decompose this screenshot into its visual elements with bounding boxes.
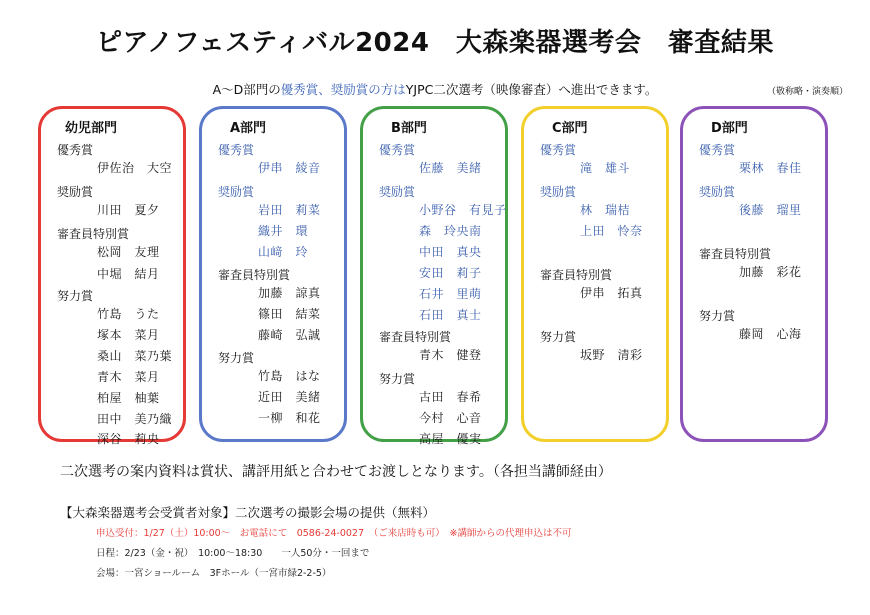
winner-name: 加藤 諒真 <box>258 286 321 300</box>
award-label: 奨励賞 <box>379 185 416 199</box>
winner-name: 古田 春希 <box>419 390 482 404</box>
page-title: ピアノフェスティバル2024 大森楽器選考会 審査結果 <box>96 28 774 58</box>
winner-name: 伊佐治 大空 <box>97 161 173 175</box>
dept-title-kids: 幼児部門 <box>65 121 118 136</box>
winner-name: 一柳 和花 <box>258 411 321 425</box>
winner-name: 今村 心音 <box>419 411 482 425</box>
winner-name: 高屋 優実 <box>419 432 482 446</box>
winner-name: 森 玲央南 <box>419 224 482 238</box>
award-label: 優秀賞 <box>540 143 577 157</box>
panel-d <box>680 106 828 442</box>
award-label: 努力賞 <box>57 289 94 303</box>
winner-name: 栗林 春佳 <box>739 161 802 175</box>
notice-text-post: YJPC二次選考（映像審査）へ進出できます。 <box>405 82 658 97</box>
apply-info: 申込受付：1/27（土）10:00〜 お電話にて 0586-24-0027 （ご来店時も可） ※講師からの代理申込は不可 <box>96 528 572 539</box>
winner-name: 後藤 瑠里 <box>739 203 802 217</box>
winner-name: 柏屋 柚葉 <box>97 391 160 405</box>
winner-name: 林 瑞桔 <box>580 203 631 217</box>
notice-highlight: 優秀賞、奨励賞の方は <box>280 82 406 97</box>
venue-info: 会場：一宮ショールーム 3Fホール（一宮市緑2-2-5） <box>96 568 332 579</box>
award-label: 審査員特別賞 <box>699 247 772 261</box>
winner-name: 佐藤 美緒 <box>419 161 482 175</box>
schedule-info: 日程：2/23（金・祝） 10:00〜18:30 一人50分・一回まで <box>96 548 370 559</box>
award-label: 審査員特別賞 <box>218 268 291 282</box>
materials-note: 二次選考の案内資料は賞状、講評用紙と合わせてお渡しとなります。（各担当講師経由） <box>60 464 612 480</box>
winner-name: 桑山 菜乃葉 <box>97 349 173 363</box>
honorific-note: （敬称略・演奏順） <box>766 87 848 97</box>
winner-name: 藤崎 弘誠 <box>258 328 321 342</box>
award-label: 優秀賞 <box>699 143 736 157</box>
winner-name: 青木 菜月 <box>97 370 160 384</box>
dept-title-b: B部門 <box>391 121 427 136</box>
winner-name: 深谷 莉央 <box>97 432 160 446</box>
winner-name: 坂野 清彩 <box>580 348 643 362</box>
winner-name: 石井 里萌 <box>419 287 482 301</box>
award-label: 努力賞 <box>540 330 577 344</box>
winner-name: 竹島 はな <box>258 369 321 383</box>
award-label: 審査員特別賞 <box>379 330 452 344</box>
panel-a <box>199 106 347 442</box>
winner-name: 山﨑 玲 <box>258 245 309 259</box>
winner-name: 伊串 拓真 <box>580 286 643 300</box>
winner-name: 岩田 莉菜 <box>258 203 321 217</box>
winner-name: 近田 美緒 <box>258 390 321 404</box>
winner-name: 伊串 綾音 <box>258 161 321 175</box>
winner-name: 中田 真央 <box>419 245 482 259</box>
award-label: 優秀賞 <box>57 143 94 157</box>
dept-title-d: D部門 <box>711 121 748 136</box>
winner-name: 加藤 彩花 <box>739 265 802 279</box>
winner-name: 安田 莉子 <box>419 266 482 280</box>
award-label: 優秀賞 <box>218 143 255 157</box>
dept-title-a: A部門 <box>230 121 267 136</box>
notice-text-pre: A〜D部門の <box>212 82 281 97</box>
winner-name: 田中 美乃織 <box>97 412 173 426</box>
award-label: 優秀賞 <box>379 143 416 157</box>
winner-name: 中堀 結月 <box>97 267 160 281</box>
winner-name: 青木 健登 <box>419 348 482 362</box>
award-label: 奨励賞 <box>540 185 577 199</box>
winner-name: 石田 真士 <box>419 308 482 322</box>
winner-name: 上田 怜奈 <box>580 224 643 238</box>
winner-name: 藤岡 心海 <box>739 327 802 341</box>
winner-name: 織井 環 <box>258 224 309 238</box>
winner-name: 川田 夏夕 <box>97 203 160 217</box>
dept-title-c: C部門 <box>552 121 588 136</box>
award-label: 努力賞 <box>699 309 736 323</box>
panel-c <box>521 106 669 442</box>
winner-name: 小野谷 有見子 <box>419 203 507 217</box>
award-label: 奨励賞 <box>699 185 736 199</box>
award-label: 努力賞 <box>218 351 255 365</box>
winner-name: 篠田 結菜 <box>258 307 321 321</box>
panel-kids <box>38 106 186 446</box>
award-label: 奨励賞 <box>218 185 255 199</box>
award-label: 審査員特別賞 <box>57 227 130 241</box>
panel-b <box>360 106 508 446</box>
award-label: 奨励賞 <box>57 185 94 199</box>
winner-name: 滝 雄斗 <box>580 161 631 175</box>
venue-heading: 【大森楽器選考会受賞者対象】二次選考の撮影会場の提供（無料） <box>60 505 436 520</box>
winner-name: 塚本 菜月 <box>97 328 160 342</box>
award-label: 審査員特別賞 <box>540 268 613 282</box>
winner-name: 松岡 友理 <box>97 245 160 259</box>
winner-name: 竹島 うた <box>97 307 160 321</box>
advancement-notice <box>0 80 870 98</box>
award-label: 努力賞 <box>379 372 416 386</box>
